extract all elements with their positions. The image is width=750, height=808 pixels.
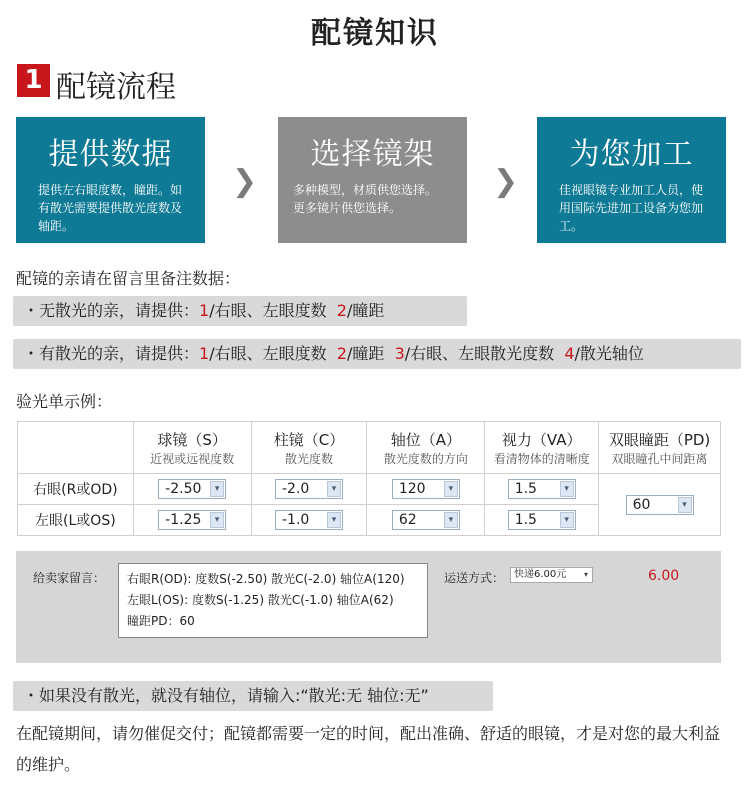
left-axis-select[interactable]: 62 ▾ bbox=[392, 510, 460, 530]
message-line: 左眼L(OS): 度数S(-1.25) 散光C(-1.0) 轴位A(62) bbox=[127, 593, 394, 607]
item-number: 2 bbox=[336, 344, 347, 363]
item-text: /右眼、左眼度数 bbox=[209, 301, 327, 320]
header-pupil-distance: 双眼瞳距（PD) 双眼瞳孔中间距离 bbox=[599, 422, 721, 474]
chevron-down-icon: ▾ bbox=[444, 481, 458, 497]
right-eye-label: 右眼(R或OD) bbox=[18, 474, 134, 505]
item-text: /右眼、左眼度数 bbox=[209, 344, 327, 363]
step-title: 提供数据 bbox=[48, 137, 173, 172]
step-description: 提供左右眼度数，瞳距。如有散光需要提供散光度数及轴距。 bbox=[38, 183, 183, 233]
chevron-down-icon: ▾ bbox=[327, 512, 341, 528]
chevron-right-icon: ❯ bbox=[493, 164, 519, 199]
footer-note: 在配镜期间，请勿催促交付；配镜都需要一定的时间，配出准确、舒适的眼镜，才是对您的最大利益的维护。 bbox=[16, 724, 721, 774]
item-number: 4 bbox=[564, 344, 575, 363]
page-title: 配镜知识 bbox=[311, 16, 439, 51]
right-cylinder-select[interactable]: -2.0 ▾ bbox=[275, 479, 343, 499]
step-title: 为您加工 bbox=[569, 137, 694, 172]
step-title: 选择镜架 bbox=[310, 137, 435, 172]
item-text: /瞳距 bbox=[346, 301, 385, 320]
chevron-down-icon: ▾ bbox=[560, 481, 574, 497]
item-number: 1 bbox=[199, 301, 210, 320]
section-title: 配镜流程 bbox=[56, 70, 176, 105]
astigmatism-instruction bbox=[13, 339, 741, 369]
data-note: 配镜的亲请在留言里备注数据： bbox=[16, 269, 241, 288]
left-eye-label: 左眼(L或OS) bbox=[18, 505, 134, 536]
left-cylinder-select[interactable]: -1.0 ▾ bbox=[275, 510, 343, 530]
chevron-down-icon: ▾ bbox=[444, 512, 458, 528]
chevron-right-icon: ❯ bbox=[232, 164, 258, 199]
chevron-down-icon: ▾ bbox=[327, 481, 341, 497]
message-line: 瞳距PD：60 bbox=[127, 614, 195, 628]
header-sphere: 球镜（S） 近视或远视度数 bbox=[133, 422, 251, 474]
chevron-down-icon: ▾ bbox=[210, 512, 224, 528]
chevron-down-icon: ▾ bbox=[560, 512, 574, 528]
table-corner-cell bbox=[18, 422, 134, 474]
right-va-select[interactable]: 1.5 ▾ bbox=[508, 479, 576, 499]
no-astigmatism-tip: ・如果没有散光，就没有轴位，请输入:“散光:无 轴位:无” bbox=[13, 681, 493, 711]
step-card-provide-data bbox=[16, 117, 205, 243]
header-axis: 轴位（A） 散光度数的方向 bbox=[367, 422, 485, 474]
sample-label: 验光单示例： bbox=[16, 392, 113, 411]
step-card-processing bbox=[537, 117, 726, 243]
item-text: /瞳距 bbox=[346, 344, 385, 363]
item-text: /散光轴位 bbox=[574, 344, 644, 363]
section-number-badge: 1 bbox=[17, 64, 50, 97]
header-visual-acuity: 视力（VA） 看清物体的清晰度 bbox=[485, 422, 599, 474]
header-cylinder: 柱镜（C） 散光度数 bbox=[251, 422, 367, 474]
right-sphere-select[interactable]: -2.50 ▾ bbox=[158, 479, 226, 499]
message-label: 给卖家留言： bbox=[33, 571, 106, 585]
chevron-down-icon: ▾ bbox=[583, 570, 588, 579]
message-textarea[interactable] bbox=[118, 563, 428, 638]
instruction-lead: 无散光的亲，请提供： bbox=[39, 301, 200, 320]
item-number: 1 bbox=[199, 344, 210, 363]
message-line: 右眼R(OD): 度数S(-2.50) 散光C(-2.0) 轴位A(120) bbox=[127, 572, 405, 586]
chevron-down-icon: ▾ bbox=[678, 497, 692, 513]
bullet: ・ bbox=[23, 301, 40, 320]
step-card-choose-frame bbox=[278, 117, 467, 243]
instruction-lead: 有散光的亲，请提供： bbox=[39, 344, 200, 363]
left-sphere-select[interactable]: -1.25 ▾ bbox=[158, 510, 226, 530]
chevron-down-icon: ▾ bbox=[210, 481, 224, 497]
step-description: 多种模型，材质供您选择。更多镜片供您选择。 bbox=[293, 183, 438, 215]
shipping-select[interactable]: 快递6.00元 ▾ bbox=[510, 567, 593, 583]
item-number: 2 bbox=[336, 301, 347, 320]
prescription-table bbox=[17, 421, 721, 536]
item-number: 3 bbox=[394, 344, 405, 363]
left-va-select[interactable]: 1.5 ▾ bbox=[508, 510, 576, 530]
item-text: /右眼、左眼散光度数 bbox=[404, 344, 555, 363]
step-description: 佳视眼镜专业加工人员，使用国际先进加工设备为您加工。 bbox=[559, 183, 704, 233]
right-axis-select[interactable]: 120 ▾ bbox=[392, 479, 460, 499]
no-astigmatism-instruction bbox=[13, 296, 467, 326]
pd-select[interactable]: 60 ▾ bbox=[626, 495, 694, 515]
table-header-row bbox=[18, 422, 721, 474]
table-row-right-eye bbox=[18, 474, 721, 505]
shipping-label: 运送方式： bbox=[444, 571, 505, 585]
bullet: ・ bbox=[23, 344, 40, 363]
shipping-price: 6.00 bbox=[648, 568, 680, 584]
